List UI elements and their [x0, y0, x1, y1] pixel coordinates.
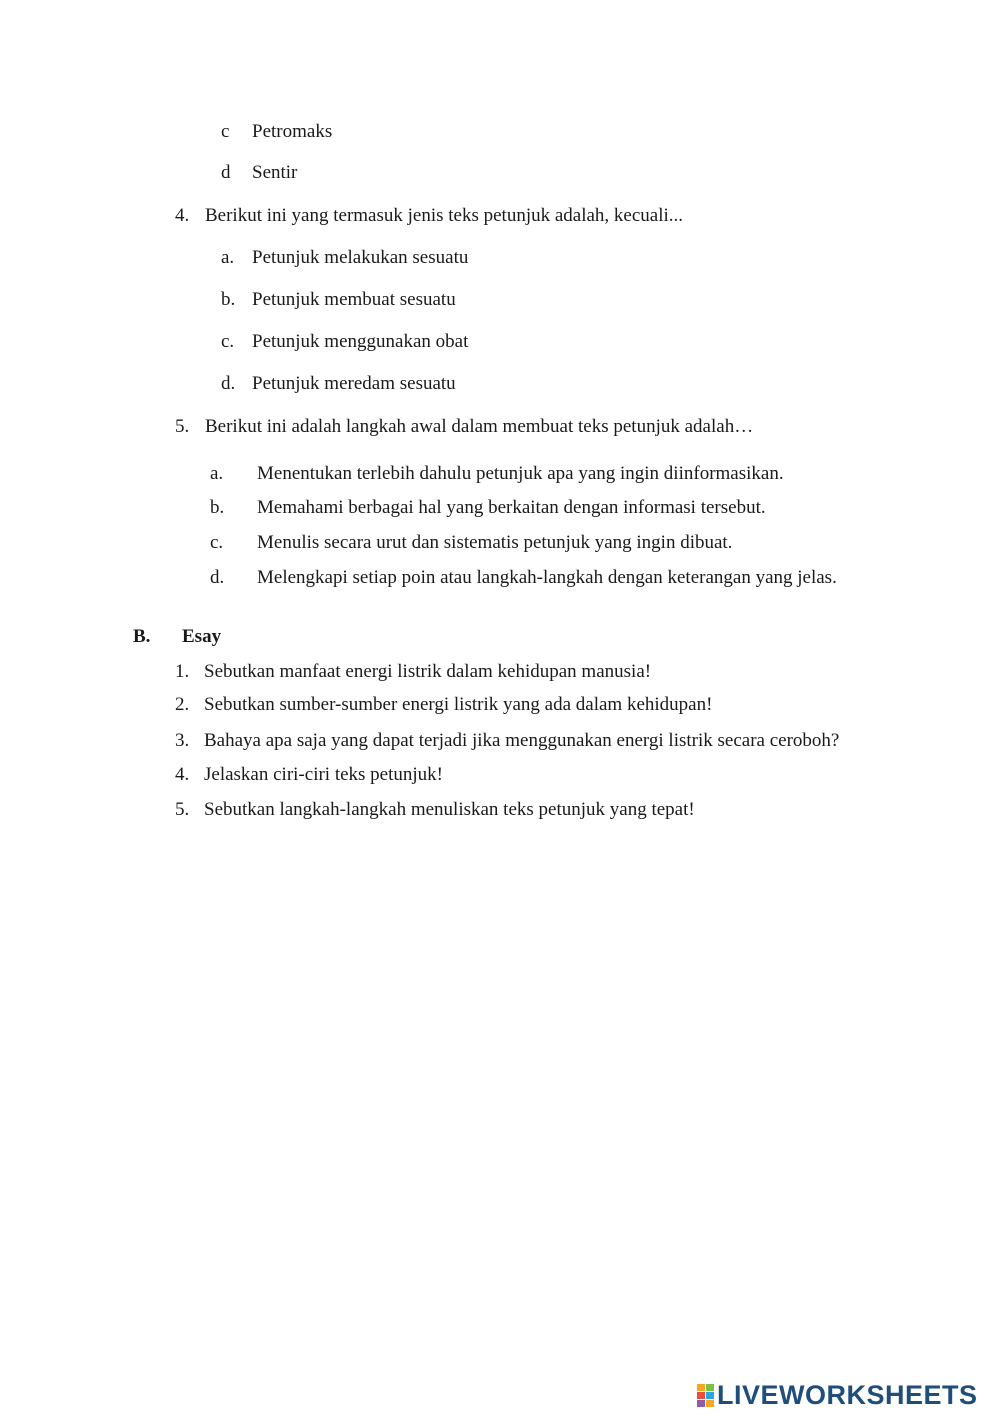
item-text: Bahaya apa saja yang dapat terjadi jika menggunakan energi listrik secara ceroboh? — [204, 730, 840, 751]
option-label: a. — [210, 463, 224, 484]
item-number: 5. — [175, 799, 190, 820]
option-label: d. — [210, 567, 225, 588]
option-text: Sentir — [252, 162, 298, 183]
item-text: Sebutkan langkah-langkah menuliskan teks petunjuk yang tepat! — [204, 799, 695, 820]
section-title: Esay — [182, 626, 222, 647]
option-label: d. — [221, 373, 236, 394]
option-label: c. — [221, 331, 235, 352]
option-text: Menentukan terlebih dahulu petunjuk apa yang ingin diinformasikan. — [257, 463, 784, 484]
logo-text: LIVEWORKSHEETS — [717, 1379, 978, 1410]
option-label: b. — [210, 497, 225, 518]
option-label: d — [221, 162, 231, 183]
item-text: Sebutkan manfaat energi listrik dalam kehidupan manusia! — [204, 661, 652, 682]
option-text: Menulis secara urut dan sistematis petunjuk yang ingin dibuat. — [257, 532, 733, 553]
liveworksheets-logo — [697, 1380, 978, 1410]
item-number: 3. — [175, 730, 190, 751]
question-text: Berikut ini yang termasuk jenis teks petunjuk adalah, kecuali... — [205, 205, 684, 226]
option-text: Melengkapi setiap poin atau langkah-langkah dengan keterangan yang jelas. — [257, 567, 837, 588]
option-label: a. — [221, 247, 235, 268]
item-text: Sebutkan sumber-sumber energi listrik yang ada dalam kehidupan! — [204, 694, 713, 715]
question-number: 5. — [175, 416, 190, 437]
item-number: 1. — [175, 661, 190, 682]
option-text: Petromaks — [252, 121, 333, 142]
option-text: Petunjuk membuat sesuatu — [252, 289, 456, 310]
item-number: 4. — [175, 764, 190, 785]
item-text: Jelaskan ciri-ciri teks petunjuk! — [204, 764, 444, 785]
item-number: 2. — [175, 694, 190, 715]
question-number: 4. — [175, 205, 190, 226]
option-text: Memahami berbagai hal yang berkaitan dengan informasi tersebut. — [257, 497, 766, 518]
section-label: B. — [133, 626, 151, 647]
option-label: c — [221, 121, 230, 142]
question-text: Berikut ini adalah langkah awal dalam membuat teks petunjuk adalah… — [205, 416, 754, 437]
option-text: Petunjuk menggunakan obat — [252, 331, 469, 352]
option-text: Petunjuk melakukan sesuatu — [252, 247, 469, 268]
option-text: Petunjuk meredam sesuatu — [252, 373, 456, 394]
option-label: c. — [210, 532, 224, 553]
liveworksheets-icon — [697, 1384, 714, 1407]
option-label: b. — [221, 289, 236, 310]
